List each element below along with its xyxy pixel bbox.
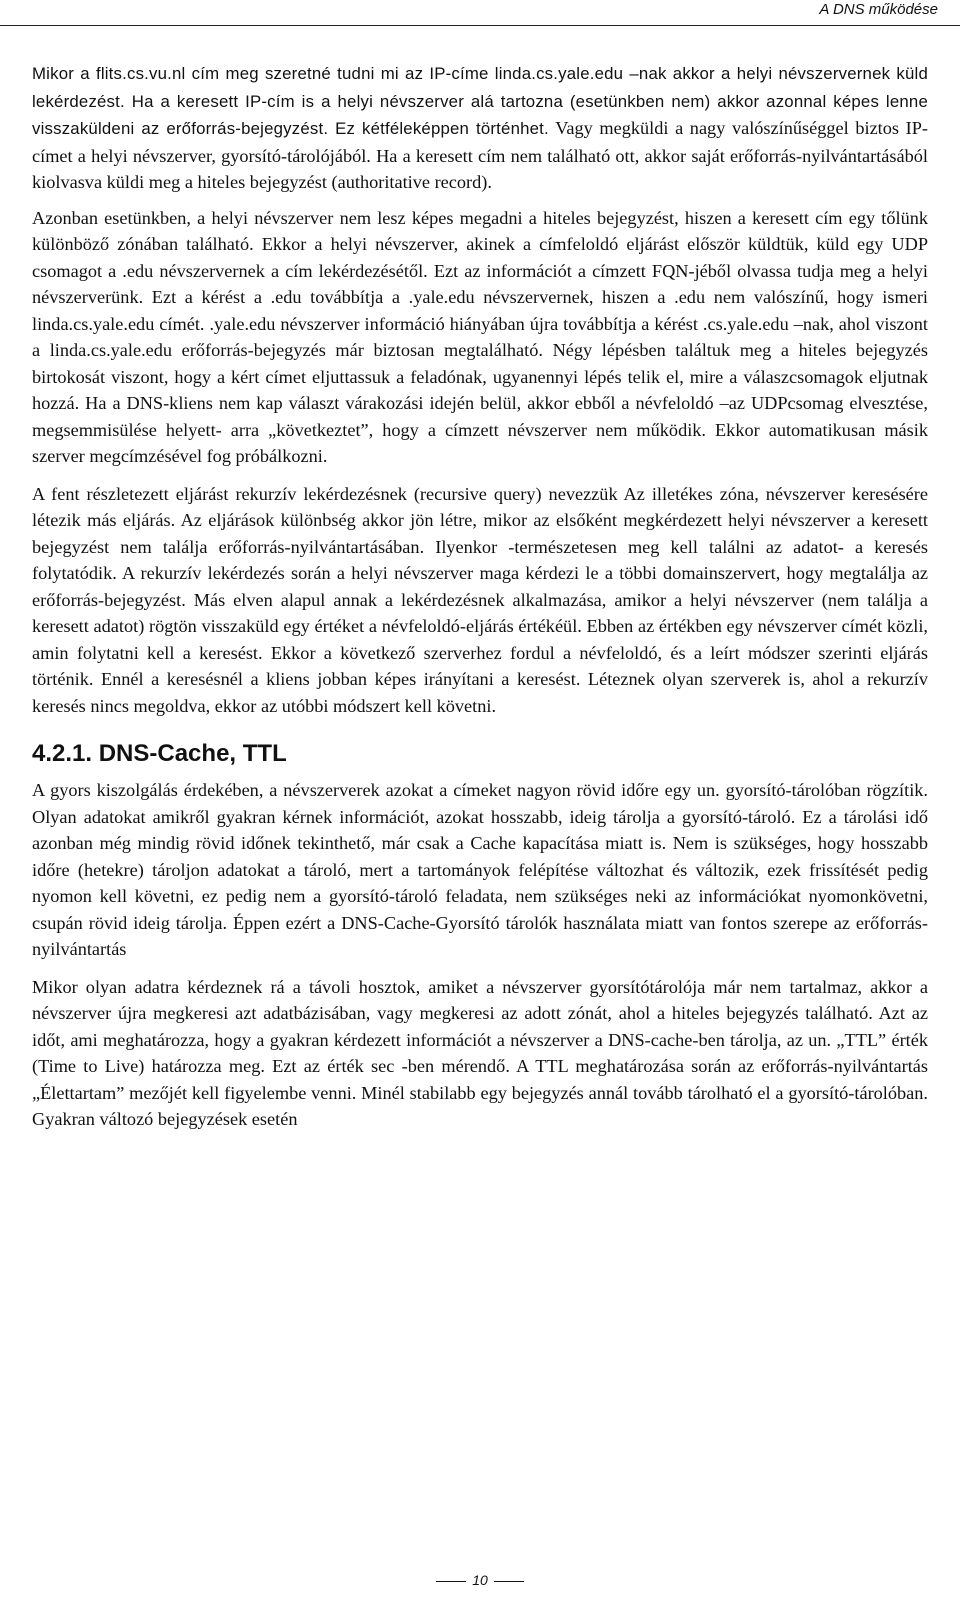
paragraph-lookup-process: Azonban esetünkben, a helyi névszerver nem lesz képes megadni a hiteles bejegyzést, hiszen a keresett cím egy tőlünk különböző zónában található. Ekkor a helyi névszerver, akinek a címfeloldó eljárást először küldtük, küld egy UDP csomagot a .edu névszervernek a cím lekérdezésétől. Ezt az információt a címzett FQN-jéből olvassa tudja meg a helyi névszerverünk. Ezt a kérést a .edu továbbítja a .yale.edu névszervernek, hiszen a .edu nem valószínű, hogy ismeri linda.cs.yale.edu címét. .yale.edu névszerver információ hiányában újra továbbítja a kérést .cs.yale.edu –nak, ahol viszont a linda.cs.yale.edu erőforrás-bejegyzés már biztosan megtalálható. Négy lépésben találtuk meg a hiteles bejegyzés birtokosát viszont, hogy a kért címet eljuttassuk a feladónak, ugyanennyi lépés telik el, mire a válaszcsomagok eljutnak hozzá. Ha a DNS-kliens nem kap választ várakozási idején belül, akkor ebből a névfeloldó –az UDPcsomag elvesztése, megsemmisülése helyett- arra „következtet”, hogy a címzett névszerver nem működik. Ekkor automatikusan másik szerver megcímzésével fog próbálkozni. bbox=[32, 207, 928, 466]
paragraph-intro-sans-text: Mikor a flits.cs.vu.nl cím meg szeretné tudni mi az IP-címe linda.cs.yale.edu –nak akkor a helyi névszervernek küld lekérdezést. Ha a keresett IP-cím is a helyi névszerver alá tartozna (esetünkben nem) akkor azonnal képes lenne visszaküldeni az erőforrás-bejegyzést. Ez kétféleképpen történhet. bbox=[32, 64, 928, 138]
paragraph-cache: A gyors kiszolgálás érdekében, a névszerverek azokat a címeket nagyon rövid időre egy un. gyorsító-tárolóban rögzítik. Olyan adatokat amikről gyakran kérnek információt, azokat hosszabb, ideig tárolja a gyorsító-tároló. Ez a tárolási idő azonban még mindig rövid időnek tekinthető, már csak a Cache kapacítása miatt is. Nem is szükséges, hogy hosszabb időre (hetekre) tároljon adatokat a tároló, mert a tartományok felépítése változhat és változik, ezek frissítését pedig nyomon kell követni, ez pedig nem a gyorsító-tároló feladata, nem szükséges neki az információkat nyomonkövetni, csupán rövid ideig tárolja. Éppen ezért a DNS-Cache-Gyorsító tárolók használata miatt van fontos szerepe az erőforrás-nyilvántartás bbox=[32, 780, 928, 959]
page-header bbox=[0, 0, 960, 26]
paragraph-intro bbox=[32, 60, 928, 196]
section-heading: 4.2.1. DNS-Cache, TTL bbox=[32, 740, 287, 767]
paragraph-recursive-query: A fent részletezett eljárást rekurzív lekérdezésnek (recursive query) nevezzük Az illetékes zóna, névszerver keresésére létezik más eljárás. Az eljárások különbség akkor jön létre, mikor az elsőként megkérdezett helyi névszerver a keresett bejegyzést nem találja erőforrás-nyilvántartásában. Ilyenkor -természetesen meg kell találni az adatot- a keresés folytatódik. A rekurzív lekérdezés során a helyi névszerver maga kérdezi le a többi domainszervert, hogy megtalálja az erőforrás-bejegyzést. Más elven alapul annak a lekérdezésnek alkalmazása, amikor a helyi névszerver (nem találja a keresett adatot) rögtön visszaküld egy értéket a névfeloldó-eljárás értékéül. Ebben az értékben egy névszerver címét közli, amin folytatni kell a keresést. Ekkor a következő szerverhez fordul a névfeloldó, és a leírt módszer szerinti eljárás történik. Ennél a keresésnél a kliens jobban képes irányítani a keresést. Léteznek olyan szerverek is, ahol a rekurzív keresés nincs megoldva, ekkor az utóbbi módszert kell követni. bbox=[32, 483, 928, 716]
document-body bbox=[32, 60, 928, 1144]
page-number: 10 bbox=[472, 1572, 488, 1588]
paragraph-intro-serif-text: Vagy megküldi a nagy valószínűséggel biztos IP-címet a helyi névszerver, gyorsító-tárolójából. Ha a keresett cím nem található ott, akkor saját erőforrás-nyilvántartásából kiolvasva küldi meg a hiteles bejegyzést (authoritative record). bbox=[32, 118, 928, 192]
running-title: A DNS működése bbox=[819, 1, 938, 18]
header-rule bbox=[0, 25, 960, 26]
footer-dash-left bbox=[436, 1581, 466, 1582]
footer-dash-right bbox=[494, 1581, 524, 1582]
page-footer bbox=[0, 1572, 960, 1588]
paragraph-ttl: Mikor olyan adatra kérdeznek rá a távoli hosztok, amiket a névszerver gyorsítótárolója már nem tartalmaz, akkor a névszerver újra megkeresi azt adatbázisában, vagy megkeresi az adott zónát, ahol a hiteles bejegyzés található. Azt az időt, ami meghatározza, hogy a gyakran kérdezett információt a névszerver a DNS-cache-ben tárolja, az un. „TTL” érték (Time to Live) határozza meg. Ezt az érték sec -ben mérendő. A TTL meghatározása során az erőforrás-nyilvántartás „Élettartam” mezőjét kell figyelembe venni. Minél stabilabb egy bejegyzés annál tovább tárolható el a gyorsító-tárolóban. Gyakran változó bejegyzések esetén bbox=[32, 976, 928, 1129]
